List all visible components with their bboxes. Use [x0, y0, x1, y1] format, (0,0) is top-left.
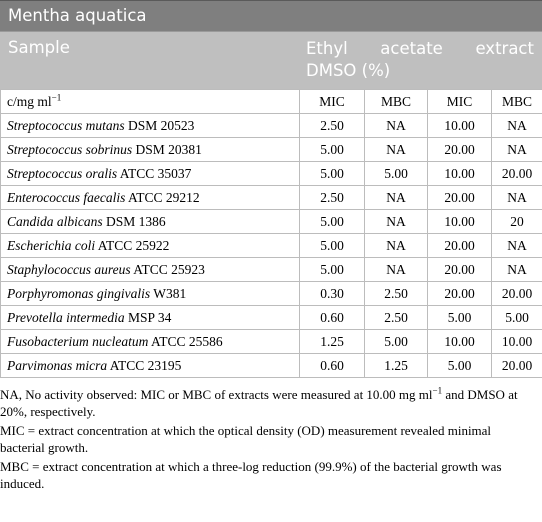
units-col-1: MIC [300, 90, 365, 114]
value-cell: 2.50 [365, 282, 428, 306]
value-cell: 10.00 [492, 330, 542, 354]
units-col-3: MIC [428, 90, 492, 114]
value-cell: NA [365, 258, 428, 282]
value-cell: 10.00 [428, 114, 492, 138]
value-cell: 2.50 [300, 114, 365, 138]
value-cell: 20.00 [492, 282, 542, 306]
header-extract-line-2: DMSO (%) [306, 61, 391, 80]
value-cell: NA [492, 186, 542, 210]
sample-cell: Candida albicans DSM 1386 [1, 210, 300, 234]
value-cell: 10.00 [428, 210, 492, 234]
sample-cell: Streptococcus sobrinus DSM 20381 [1, 138, 300, 162]
value-cell: 20.00 [428, 186, 492, 210]
value-cell: 20.00 [428, 258, 492, 282]
value-cell: NA [492, 234, 542, 258]
table-title: Mentha aquatica [0, 0, 542, 31]
value-cell: 5.00 [300, 162, 365, 186]
header-extract-word-1: Ethyl [306, 39, 348, 58]
sample-cell: Prevotella intermedia MSP 34 [1, 306, 300, 330]
table-header [0, 31, 542, 89]
value-cell: 2.50 [300, 186, 365, 210]
header-extract-word-2: acetate [380, 39, 443, 58]
units-label: c/mg $ml^{-1}$ [1, 90, 300, 114]
value-cell: NA [492, 138, 542, 162]
value-cell: 5.00 [365, 330, 428, 354]
footnote-mbc: MBC = extract concentration at which a three-log reduction (99.9%) of the bacterial growth was induced. [0, 459, 502, 491]
header-extract-word-3: extract [475, 39, 534, 58]
value-cell: 10.00 [428, 162, 492, 186]
sample-cell: Staphylococcus aureus ATCC 25923 [1, 258, 300, 282]
sample-cell: Streptococcus oralis ATCC 35037 [1, 162, 300, 186]
table-row [1, 138, 542, 162]
value-cell: 0.60 [300, 306, 365, 330]
value-cell: 20.00 [428, 282, 492, 306]
sample-cell: Fusobacterium nucleatum ATCC 25586 [1, 330, 300, 354]
table-footnotes [0, 378, 542, 492]
table-row [1, 330, 542, 354]
value-cell: NA [365, 186, 428, 210]
value-cell: NA [365, 210, 428, 234]
footnote-mic: MIC = extract concentration at which the optical density (OD) measurement revealed minimal bacterial growth. [0, 423, 492, 455]
value-cell: 5.00 [300, 138, 365, 162]
sample-cell: Enterococcus faecalis ATCC 29212 [1, 186, 300, 210]
table-row [1, 186, 542, 210]
value-cell: 5.00 [492, 306, 542, 330]
value-cell: 20.00 [428, 234, 492, 258]
table-row [1, 258, 542, 282]
value-cell: 20.00 [492, 162, 542, 186]
value-cell: NA [492, 114, 542, 138]
table-row [1, 234, 542, 258]
table-row [1, 162, 542, 186]
table-row [1, 210, 542, 234]
units-col-2: MBC [365, 90, 428, 114]
value-cell: NA [492, 258, 542, 282]
value-cell: 5.00 [428, 306, 492, 330]
value-cell: 0.30 [300, 282, 365, 306]
value-cell: 1.25 [365, 354, 428, 378]
value-cell: 5.00 [300, 234, 365, 258]
sample-cell: Streptococcus mutans DSM 20523 [1, 114, 300, 138]
value-cell: 20 [492, 210, 542, 234]
header-sample: Sample [8, 38, 70, 57]
value-cell: 5.00 [300, 210, 365, 234]
value-cell: 1.25 [300, 330, 365, 354]
footnote-na: NA, No activity observed: MIC or MBC of extracts were measured at 10.00 mg $ml^{-1}$ and DMSO at 20%, respectively. [0, 385, 518, 419]
value-cell: 2.50 [365, 306, 428, 330]
table-row [1, 354, 542, 378]
value-cell: NA [365, 234, 428, 258]
value-cell: 5.00 [428, 354, 492, 378]
value-cell: 5.00 [300, 258, 365, 282]
data-table [0, 89, 542, 378]
table-row [1, 114, 542, 138]
value-cell: 20.00 [492, 354, 542, 378]
value-cell: NA [365, 138, 428, 162]
value-cell: 20.00 [428, 138, 492, 162]
sample-cell: Porphyromonas gingivalis W381 [1, 282, 300, 306]
sample-cell: Parvimonas micra ATCC 23195 [1, 354, 300, 378]
table-row [1, 282, 542, 306]
table-row [1, 306, 542, 330]
value-cell: 0.60 [300, 354, 365, 378]
sample-cell: Escherichia coli ATCC 25922 [1, 234, 300, 258]
units-col-4: MBC [492, 90, 542, 114]
value-cell: 10.00 [428, 330, 492, 354]
value-cell: 5.00 [365, 162, 428, 186]
header-extract [306, 38, 534, 82]
value-cell: NA [365, 114, 428, 138]
units-row [1, 90, 542, 114]
